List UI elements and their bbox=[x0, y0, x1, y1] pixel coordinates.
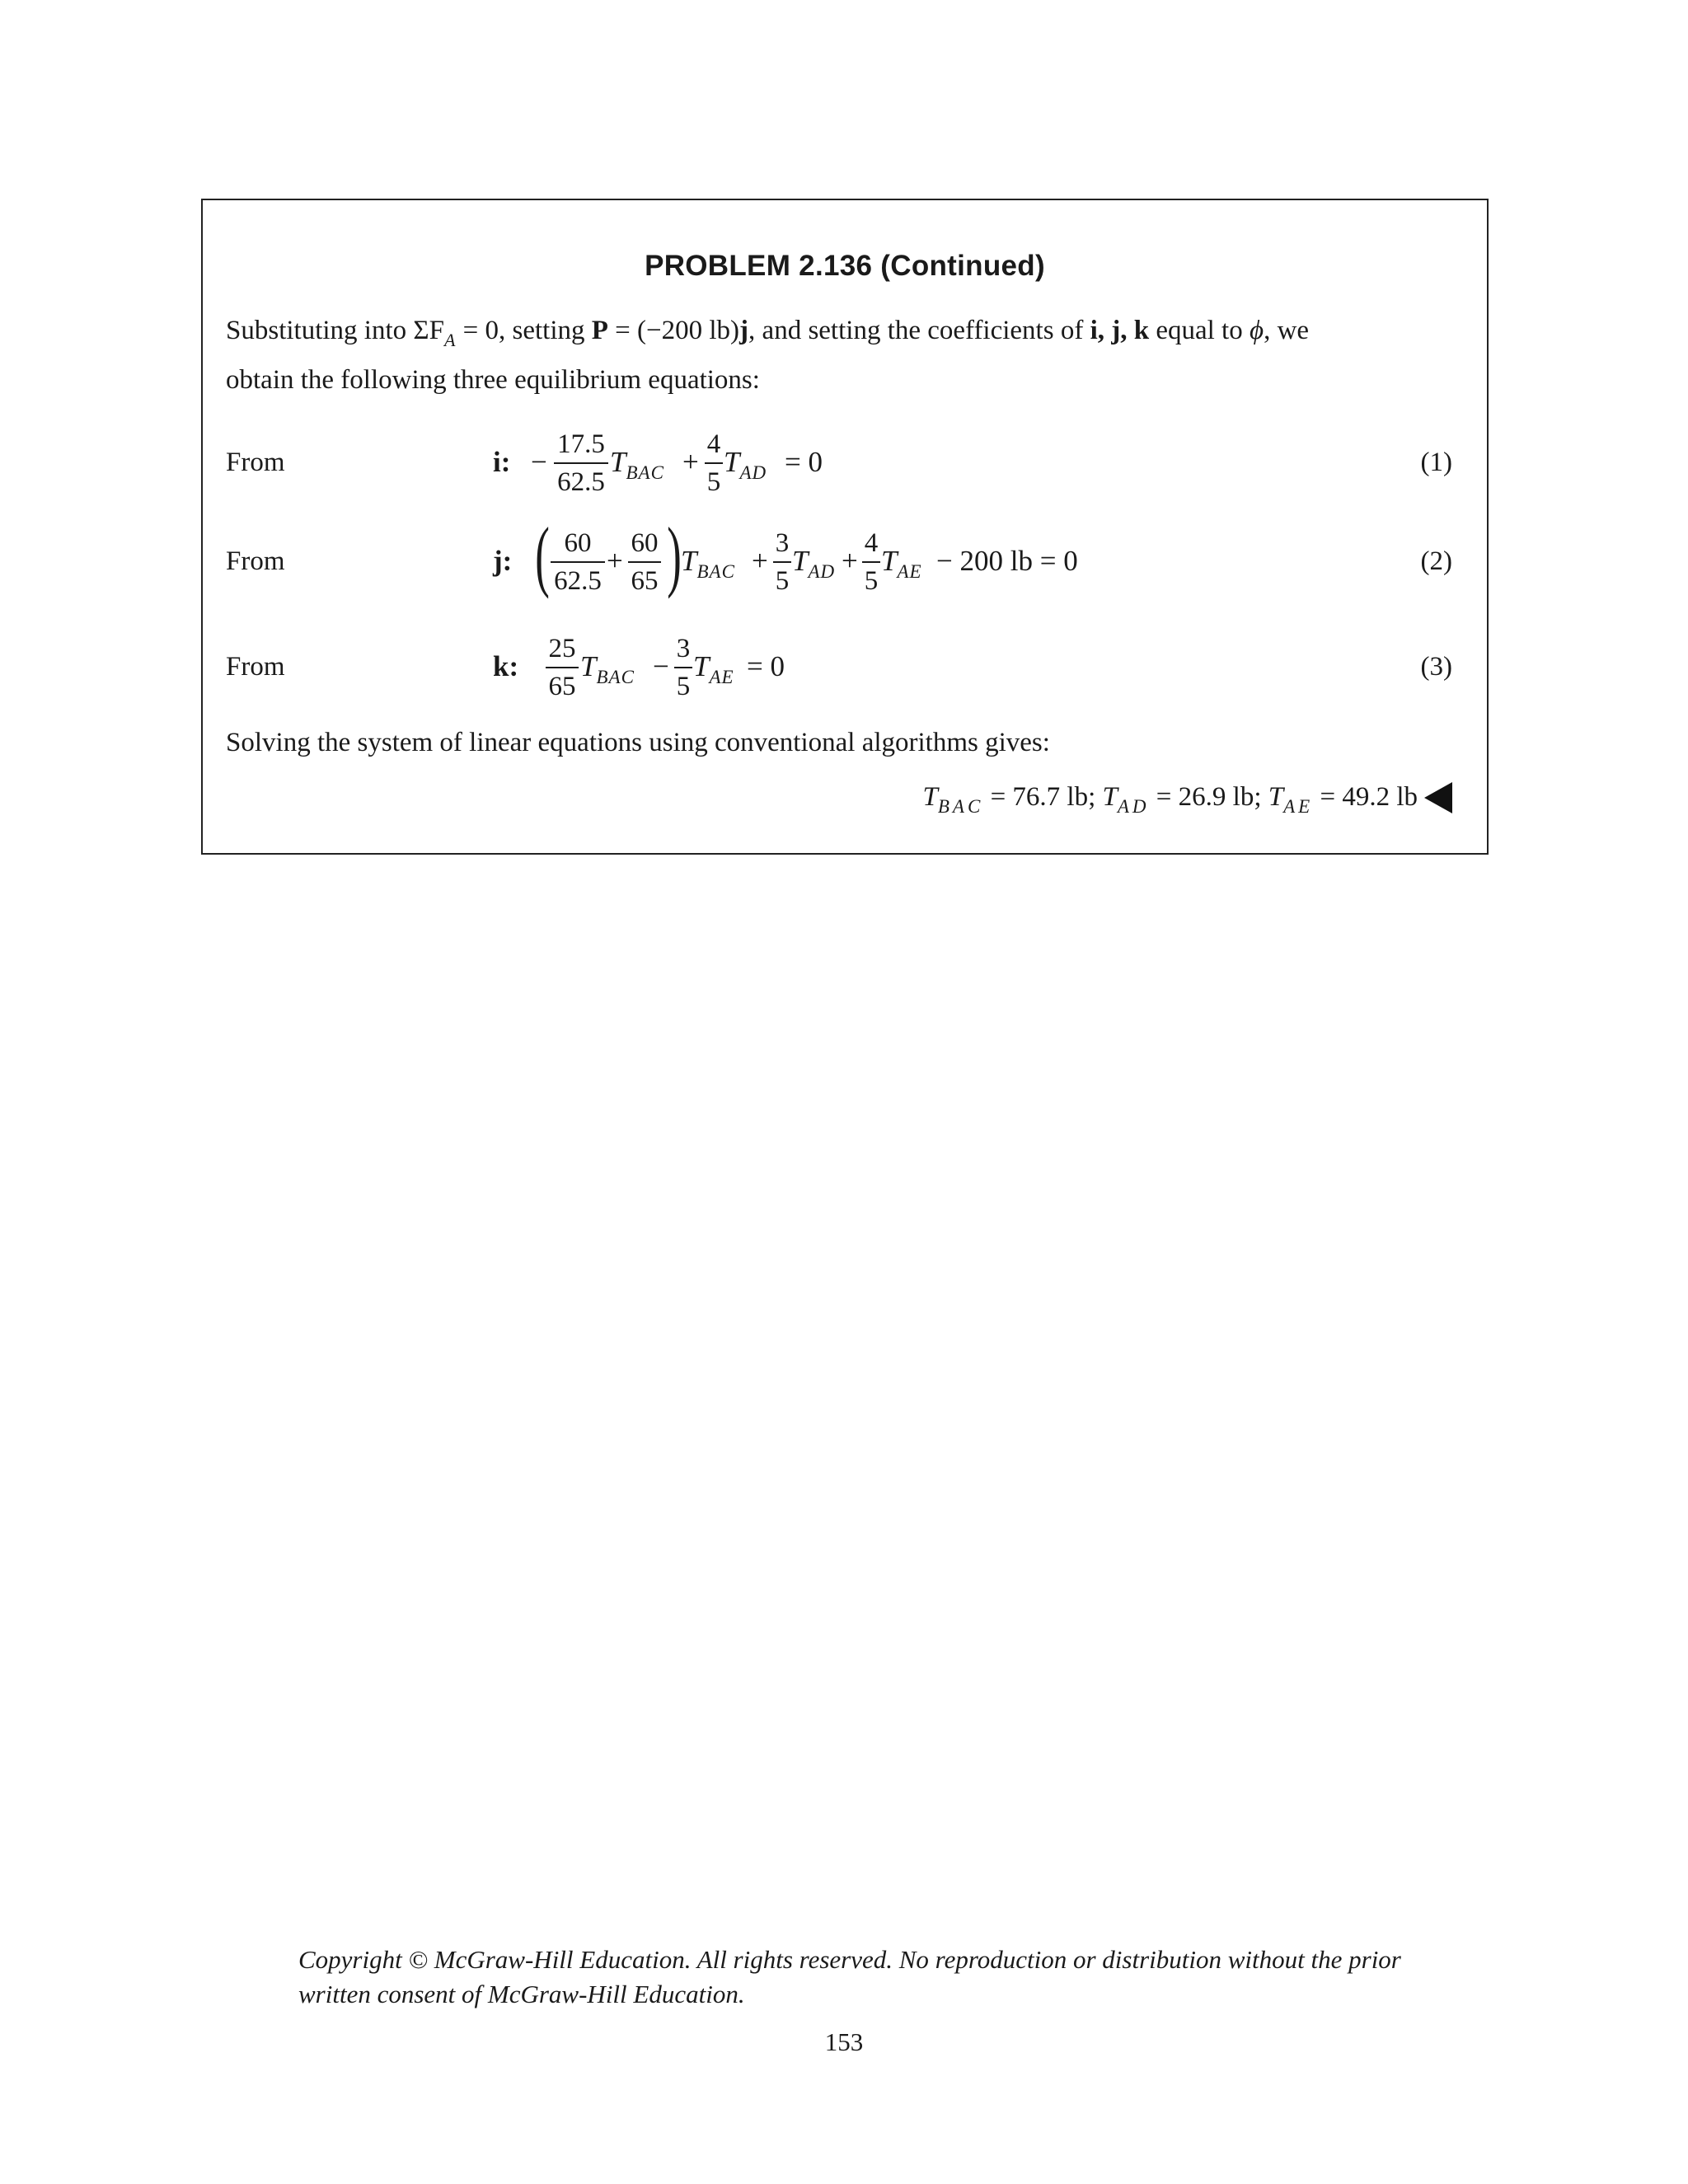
plus-sign: + bbox=[607, 545, 623, 577]
intro-line-2: obtain the following three equilibrium equations: bbox=[226, 365, 760, 395]
intro-text: Substituting into ΣF bbox=[226, 316, 444, 345]
equals-zero: = 0 bbox=[747, 650, 785, 682]
intro-text: , we bbox=[1264, 316, 1310, 345]
fraction bbox=[551, 530, 605, 595]
tension-symbol: T bbox=[580, 650, 597, 682]
fraction bbox=[674, 635, 692, 701]
intro-text: = 0, setting bbox=[456, 316, 592, 345]
answer-marker-icon bbox=[1424, 782, 1452, 813]
minus-sign: − bbox=[653, 650, 669, 682]
tension-symbol: T bbox=[693, 650, 710, 682]
tension-term bbox=[580, 650, 635, 688]
force-subscript: A bbox=[443, 330, 457, 350]
denominator: 5 bbox=[775, 566, 790, 596]
equals-zero: = 0 bbox=[785, 446, 823, 478]
tension-symbol: T bbox=[881, 545, 898, 577]
unit-vectors: i, j, k bbox=[1090, 316, 1150, 345]
tension-symbol: T bbox=[610, 446, 626, 478]
intro-text: = (−200 lb) bbox=[607, 316, 740, 345]
solution-box bbox=[201, 199, 1489, 855]
component-label-k: k: bbox=[493, 650, 519, 682]
numerator: 25 bbox=[546, 635, 579, 668]
denominator: 65 bbox=[548, 672, 576, 701]
tension-symbol: T bbox=[1102, 782, 1118, 812]
tension-symbol: T bbox=[922, 782, 938, 812]
denominator: 65 bbox=[631, 566, 659, 596]
tension-term bbox=[681, 545, 735, 583]
tension-subscript: AD bbox=[739, 462, 767, 483]
tension-term bbox=[724, 446, 767, 484]
numerator: 60 bbox=[628, 530, 661, 563]
denominator: 62.5 bbox=[554, 566, 602, 596]
intro-line-1 bbox=[226, 316, 1454, 351]
plus-sign: + bbox=[682, 446, 699, 478]
copyright-notice: Copyright © McGraw-Hill Education. All rights reserved. No reproduction or distribution without the prior written consent of McGraw-Hill Education. bbox=[298, 1945, 1401, 2008]
tension-subscript: BAC bbox=[626, 462, 664, 483]
tension-subscript: AE bbox=[897, 561, 922, 582]
denominator: 5 bbox=[706, 467, 721, 497]
tension-symbol: T bbox=[1268, 782, 1284, 812]
denominator: 62.5 bbox=[557, 467, 605, 497]
tension-subscript: AE bbox=[1283, 796, 1314, 817]
from-label: From bbox=[226, 448, 285, 477]
tension-symbol: T bbox=[792, 545, 809, 577]
tension-subscript: BAC bbox=[596, 667, 635, 687]
component-label-j: j: bbox=[493, 545, 513, 577]
denominator: 5 bbox=[864, 566, 879, 596]
final-answer bbox=[923, 782, 1453, 818]
tension-subscript: BAC bbox=[696, 561, 735, 582]
phi-symbol: ϕ bbox=[1249, 316, 1264, 345]
equation-number: (3) bbox=[1420, 652, 1452, 682]
tension-subscript: BAC bbox=[937, 796, 984, 817]
numerator: 60 bbox=[551, 530, 605, 563]
intro-text: , and setting the coefficients of bbox=[748, 316, 1090, 345]
denominator: 5 bbox=[676, 672, 691, 701]
tension-subscript: AD bbox=[1117, 796, 1150, 817]
solving-text: Solving the system of linear equations using conventional algorithms gives: bbox=[226, 728, 1050, 757]
fraction bbox=[705, 431, 723, 496]
answer-value: = 76.7 lb; bbox=[983, 782, 1103, 812]
tension-subscript: AE bbox=[709, 667, 734, 687]
force-symbol: P bbox=[591, 316, 608, 345]
fraction bbox=[546, 635, 579, 701]
numerator: 3 bbox=[773, 530, 791, 563]
fraction bbox=[628, 530, 661, 595]
minus-sign: − bbox=[531, 446, 547, 478]
answer-value: = 49.2 lb bbox=[1313, 782, 1418, 812]
tension-symbol: T bbox=[724, 446, 740, 478]
right-paren: ) bbox=[667, 511, 682, 599]
unit-vector: j bbox=[739, 316, 749, 345]
equation-number: (2) bbox=[1420, 546, 1452, 576]
from-label: From bbox=[226, 546, 285, 576]
component-label-i: i: bbox=[493, 446, 511, 478]
page-number: 153 bbox=[824, 2027, 864, 2056]
tension-subscript: AD bbox=[808, 561, 836, 582]
equation-number: (1) bbox=[1420, 448, 1452, 477]
plus-sign: + bbox=[752, 545, 768, 577]
fraction bbox=[862, 530, 880, 595]
numerator: 17.5 bbox=[554, 431, 608, 464]
plus-sign: + bbox=[842, 545, 858, 577]
tension-term bbox=[792, 545, 835, 583]
fraction bbox=[554, 431, 608, 496]
tension-term bbox=[693, 650, 734, 688]
intro-text: equal to bbox=[1149, 316, 1250, 345]
numerator: 4 bbox=[705, 431, 723, 464]
left-paren: ( bbox=[535, 511, 550, 599]
equation-constant: − 200 lb = 0 bbox=[936, 545, 1078, 577]
fraction bbox=[773, 530, 791, 595]
tension-symbol: T bbox=[681, 545, 697, 577]
from-label: From bbox=[226, 652, 285, 682]
answer-value: = 26.9 lb; bbox=[1149, 782, 1268, 812]
tension-term bbox=[881, 545, 922, 583]
tension-term bbox=[610, 446, 664, 484]
numerator: 4 bbox=[862, 530, 880, 563]
numerator: 3 bbox=[674, 635, 692, 668]
problem-title: PROBLEM 2.136 (Continued) bbox=[645, 250, 1045, 282]
